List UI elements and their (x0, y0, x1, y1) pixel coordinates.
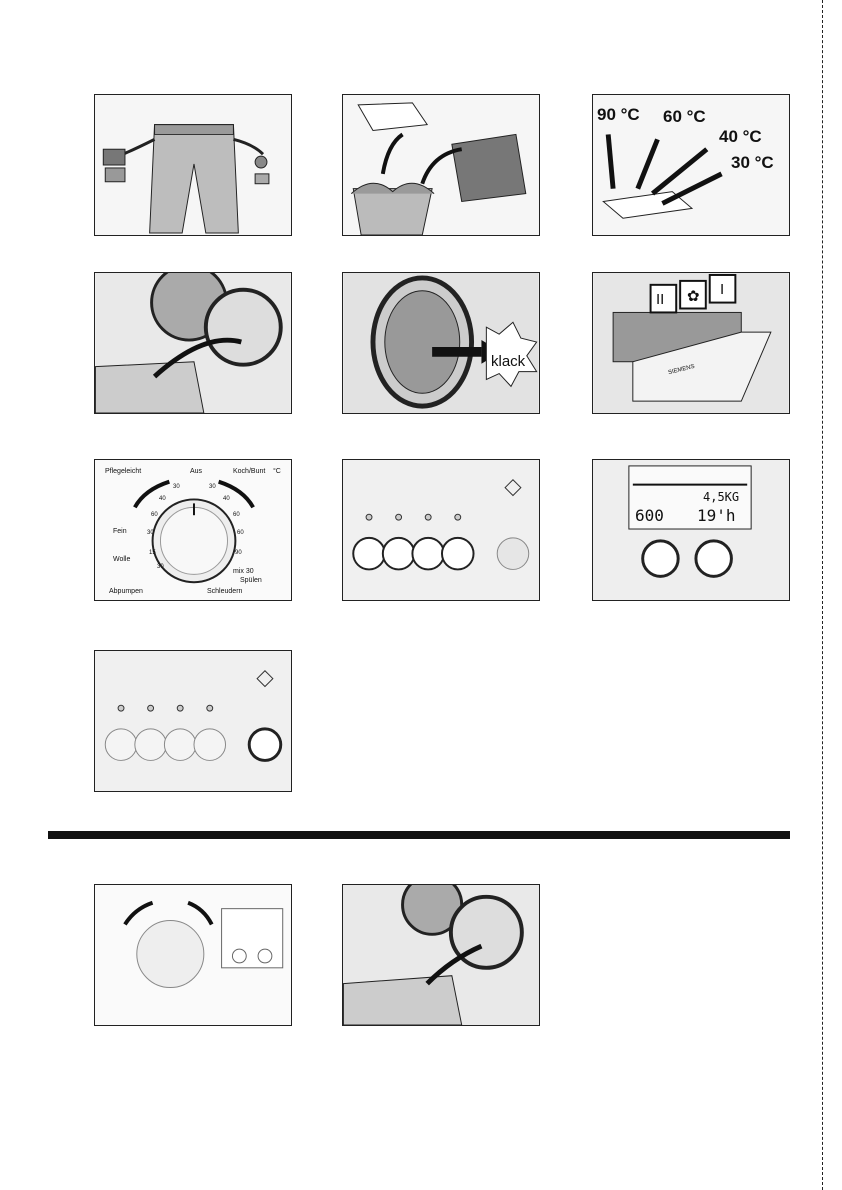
tick-60-right-upper: 60 (233, 512, 240, 518)
label-schleudern: Schleudern (207, 588, 243, 595)
tick-90-right: 90 (235, 550, 242, 556)
empty-pockets-illustration (94, 94, 292, 236)
section-divider (48, 831, 790, 839)
tick-60-right: 60 (237, 530, 244, 536)
option-buttons-illustration (342, 459, 540, 601)
lcd-spin: 600 (635, 506, 664, 525)
label-mix: mix 30 (233, 568, 254, 575)
tick-30-bottom-left: 30 (157, 564, 164, 570)
compartment-flower: ✿ (687, 288, 700, 305)
label-40c: 40 °C (719, 127, 762, 146)
tick-15-left: 15 (149, 550, 156, 556)
label-90c: 90 °C (597, 105, 640, 124)
display-panel (593, 460, 789, 600)
start-button-illustration (94, 650, 292, 792)
door-closing-drawing (343, 273, 539, 413)
cut-line (822, 0, 823, 1190)
display-illustration (592, 459, 790, 601)
label-deg: °C (273, 468, 281, 475)
tick-30-top-left: 30 (173, 484, 180, 490)
option-buttons-panel (343, 460, 539, 600)
label-kochbunt: Koch/Bunt (233, 468, 266, 475)
start-panel (95, 651, 291, 791)
label-fein: Fein (113, 528, 127, 535)
compartment-i: I (720, 281, 725, 298)
label-30c: 30 °C (731, 153, 774, 172)
klack-label: klack (491, 353, 526, 370)
program-dial-illustration (94, 459, 292, 601)
label-pflegeleicht: Pflegeleicht (105, 468, 142, 475)
laundry-basket-drawing (343, 95, 539, 235)
compartment-ii: II (656, 291, 665, 308)
detergent-drawer-illustration (592, 272, 790, 414)
unload-drum-drawing (343, 885, 539, 1025)
dial-off-panel (95, 885, 291, 1025)
label-60c: 60 °C (663, 107, 706, 126)
temperature-sorting-illustration (592, 94, 790, 236)
load-drum-illustration (94, 272, 292, 414)
tick-30-top-right: 30 (209, 484, 216, 490)
drum-loading-drawing (95, 273, 291, 413)
unload-drum-illustration (342, 884, 540, 1026)
label-abpumpen: Abpumpen (109, 588, 143, 595)
sort-laundry-illustration (342, 94, 540, 236)
tick-30-left: 30 (147, 530, 154, 536)
tick-40-right: 40 (223, 496, 230, 502)
tick-60-left: 60 (151, 512, 158, 518)
lcd-weight: 4,5KG (703, 490, 740, 504)
label-wolle: Wolle (113, 556, 131, 563)
trousers-drawing (95, 95, 291, 235)
dial-off-illustration (94, 884, 292, 1026)
close-door-illustration (342, 272, 540, 414)
tick-40-left: 40 (159, 496, 166, 502)
brand-logo: SIEMENS (667, 363, 696, 377)
label-spuelen: Spülen (240, 577, 262, 584)
lcd-time: 19'h (697, 506, 736, 525)
label-aus: Aus (190, 468, 203, 475)
